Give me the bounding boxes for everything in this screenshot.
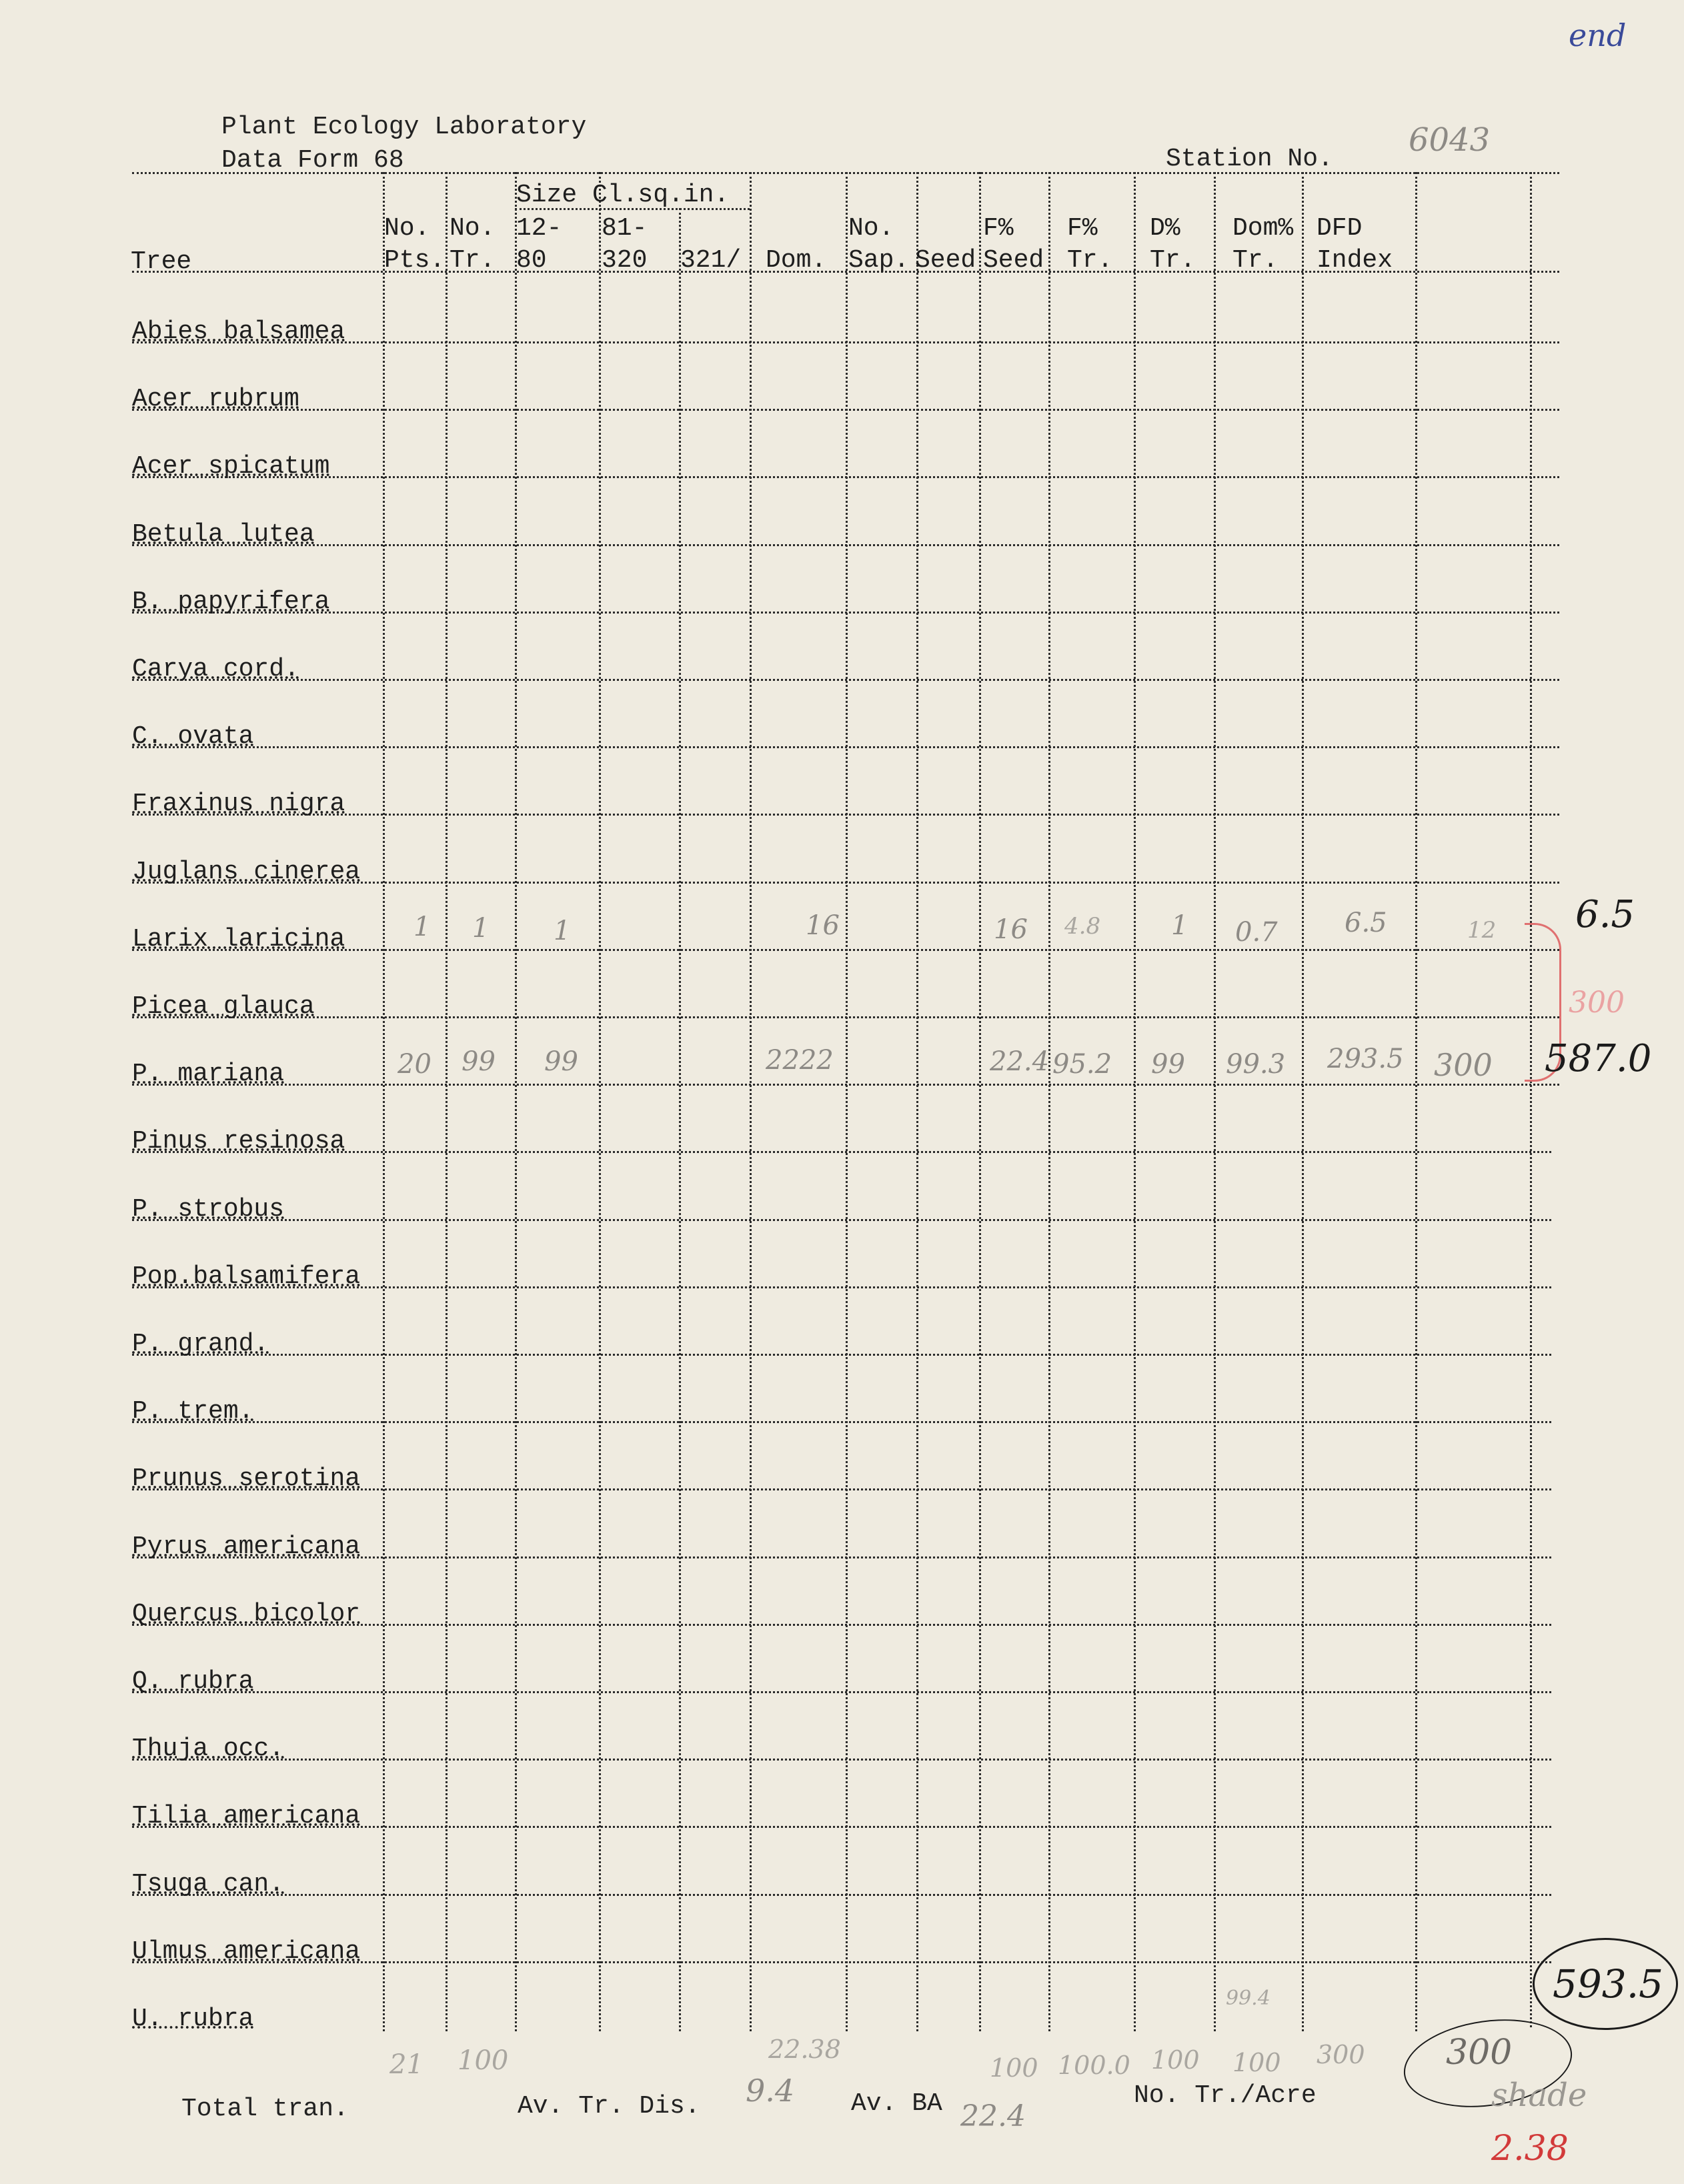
margin-red-value: 300 — [1569, 986, 1625, 1020]
corner-note: end — [1569, 17, 1627, 53]
header-no-tr-2: Tr. — [450, 246, 496, 275]
species-label: Acer rubrum — [132, 385, 299, 413]
header-size-321: 321/ — [680, 246, 742, 275]
header-dfd-index-2: Index — [1317, 246, 1393, 275]
header-no-pts-1: No. — [384, 214, 430, 243]
footer-av-tr-dis-value: 9.4 — [746, 2073, 795, 2109]
column-rule — [916, 172, 918, 2031]
column-rule — [979, 172, 981, 2031]
row-rule — [132, 1421, 1551, 1423]
species-label: Abies balsamea — [132, 317, 345, 346]
footer-no-tr-acre: No. Tr./Acre — [1134, 2081, 1317, 2110]
u-rubra-faint: 99.4 — [1226, 1987, 1271, 2010]
header-seed: Seed — [915, 246, 976, 275]
row-rule — [132, 1691, 1551, 1693]
total-dom-tr: 100 — [1232, 2048, 1281, 2077]
species-label: Pyrus americana — [132, 1532, 361, 1561]
species-label: U. rubra — [132, 2005, 254, 2033]
header-size-12-80-1: 12- — [516, 214, 562, 243]
footer-shade-note: shade — [1491, 2077, 1587, 2114]
circled-total-value: 593.5 — [1553, 1961, 1664, 2007]
header-no-sap-2: Sap. — [848, 246, 910, 275]
header-d-tr-2: Tr. — [1150, 246, 1196, 275]
species-label: B. papyrifera — [132, 588, 330, 616]
species-label: Q. rubra — [132, 1667, 254, 1696]
column-rule — [446, 172, 448, 2031]
mariana-extra: 300 — [1434, 1047, 1493, 1083]
total-f-seed: 100 — [990, 2053, 1038, 2083]
species-label: P. trem. — [132, 1397, 254, 1426]
larix-dom-tr: 0.7 — [1235, 917, 1278, 948]
header-dom: Dom. — [766, 246, 827, 275]
larix-dom: 16 — [806, 910, 840, 941]
header-f-tr-1: F% — [1067, 214, 1098, 243]
header-size-81-320-2: 320 — [602, 246, 648, 275]
species-label: Tsuga can. — [132, 1870, 285, 1899]
header-no-sap-1: No. — [848, 214, 894, 243]
species-label: Betula lutea — [132, 520, 315, 549]
mariana-no-pts: 20 — [397, 1049, 432, 1080]
row-rule — [132, 1354, 1551, 1356]
header-no-pts-2: Pts. — [384, 246, 446, 275]
header-size-class: Size Cl.sq.in. — [516, 181, 730, 209]
header-size-12-80-2: 80 — [516, 246, 547, 275]
larix-extra: 12 — [1467, 917, 1497, 944]
larix-no-tr: 1 — [472, 913, 490, 944]
mariana-no-tr: 99 — [462, 1046, 496, 1077]
header-dom-tr-1: Dom% — [1232, 214, 1294, 243]
row-rule — [132, 1219, 1551, 1221]
footer-av-tr-dis: Av. Tr. Dis. — [518, 2092, 700, 2121]
larix-d-tr: 1 — [1171, 910, 1188, 941]
species-label: C. ovata — [132, 722, 254, 751]
column-rule — [750, 172, 752, 2031]
footer-av-ba: Av. BA — [851, 2089, 942, 2118]
margin-mariana-value: 587.0 — [1545, 1037, 1652, 1080]
header-dfd-index-1: DFD — [1317, 214, 1363, 243]
mariana-size-12-80: 99 — [544, 1046, 578, 1077]
species-label: P. strobus — [132, 1195, 285, 1224]
mariana-d-tr: 99 — [1151, 1049, 1185, 1080]
species-label: P. mariana — [132, 1060, 285, 1088]
species-label: Pop.balsamifera — [132, 1262, 361, 1291]
header-tree: Tree — [131, 247, 192, 276]
form-number: Data Form 68 — [221, 146, 404, 175]
mariana-f-seed: 22.4 — [990, 1046, 1050, 1077]
header-dom-tr-2: Tr. — [1232, 246, 1279, 275]
total-f-tr: 100.0 — [1058, 2051, 1130, 2080]
total-dom: 22.38 — [768, 2035, 841, 2064]
species-label: Fraxinus nigra — [132, 790, 345, 818]
larix-no-pts: 1 — [413, 912, 431, 942]
column-rule — [1302, 172, 1304, 2031]
header-size-81-320-1: 81- — [602, 214, 648, 243]
species-label: Larix laricina — [132, 925, 345, 954]
column-rule — [383, 172, 385, 2031]
circled-300-value: 300 — [1446, 2033, 1513, 2073]
species-label: Quercus bicolor — [132, 1600, 361, 1628]
mariana-dom: 2222 — [766, 1045, 834, 1076]
larix-dfd-index: 6.5 — [1345, 908, 1387, 938]
species-label: Prunus serotina — [132, 1464, 361, 1493]
species-label: P. grand. — [132, 1330, 269, 1358]
footer-red-value: 2.38 — [1491, 2129, 1569, 2169]
total-d-tr: 100 — [1151, 2045, 1200, 2075]
header-f-tr-2: Tr. — [1067, 246, 1113, 275]
header-d-tr-1: D% — [1150, 214, 1180, 243]
column-rule — [1048, 172, 1050, 2031]
mariana-f-tr: 95.2 — [1052, 1049, 1112, 1080]
total-no-pts: 21 — [389, 2049, 424, 2080]
total-no-tr: 100 — [458, 2045, 509, 2076]
margin-larix-value: 6.5 — [1575, 893, 1635, 936]
species-label: Ulmus americana — [132, 1937, 361, 1966]
lab-title: Plant Ecology Laboratory — [221, 113, 587, 141]
mariana-dom-tr: 99.3 — [1226, 1049, 1286, 1080]
header-f-seed-1: F% — [983, 214, 1014, 243]
footer-total-tran: Total tran. — [181, 2095, 349, 2123]
station-number: 6043 — [1409, 121, 1491, 159]
species-label: Tilia americana — [132, 1802, 361, 1831]
column-rule — [1415, 172, 1417, 2031]
column-rule — [846, 172, 848, 2031]
header-no-tr-1: No. — [450, 214, 496, 243]
total-dfd-index: 300 — [1317, 2040, 1365, 2069]
column-rule — [1214, 172, 1216, 2031]
column-rule — [679, 208, 681, 2031]
footer-av-ba-value: 22.4 — [960, 2099, 1026, 2133]
species-label: Carya cord. — [132, 655, 299, 684]
larix-f-tr: 4.8 — [1064, 913, 1101, 940]
column-rule — [599, 172, 601, 2031]
row-rule — [132, 1759, 1551, 1761]
column-rule — [1530, 172, 1532, 2027]
header-f-seed-2: Seed — [983, 246, 1044, 275]
species-label: Thuja occ. — [132, 1735, 285, 1763]
larix-size-12-80: 1 — [554, 916, 571, 946]
species-label: Picea glauca — [132, 992, 315, 1021]
column-rule — [515, 172, 517, 2031]
row-rule — [132, 1894, 1551, 1896]
station-label: Station No. — [1166, 145, 1333, 173]
mariana-dfd-index: 293.5 — [1327, 1044, 1404, 1074]
larix-f-seed: 16 — [994, 914, 1028, 945]
species-label: Juglans cinerea — [132, 858, 361, 886]
column-rule — [1134, 172, 1136, 2031]
species-label: Pinus resinosa — [132, 1127, 345, 1156]
species-label: Acer spicatum — [132, 452, 330, 481]
